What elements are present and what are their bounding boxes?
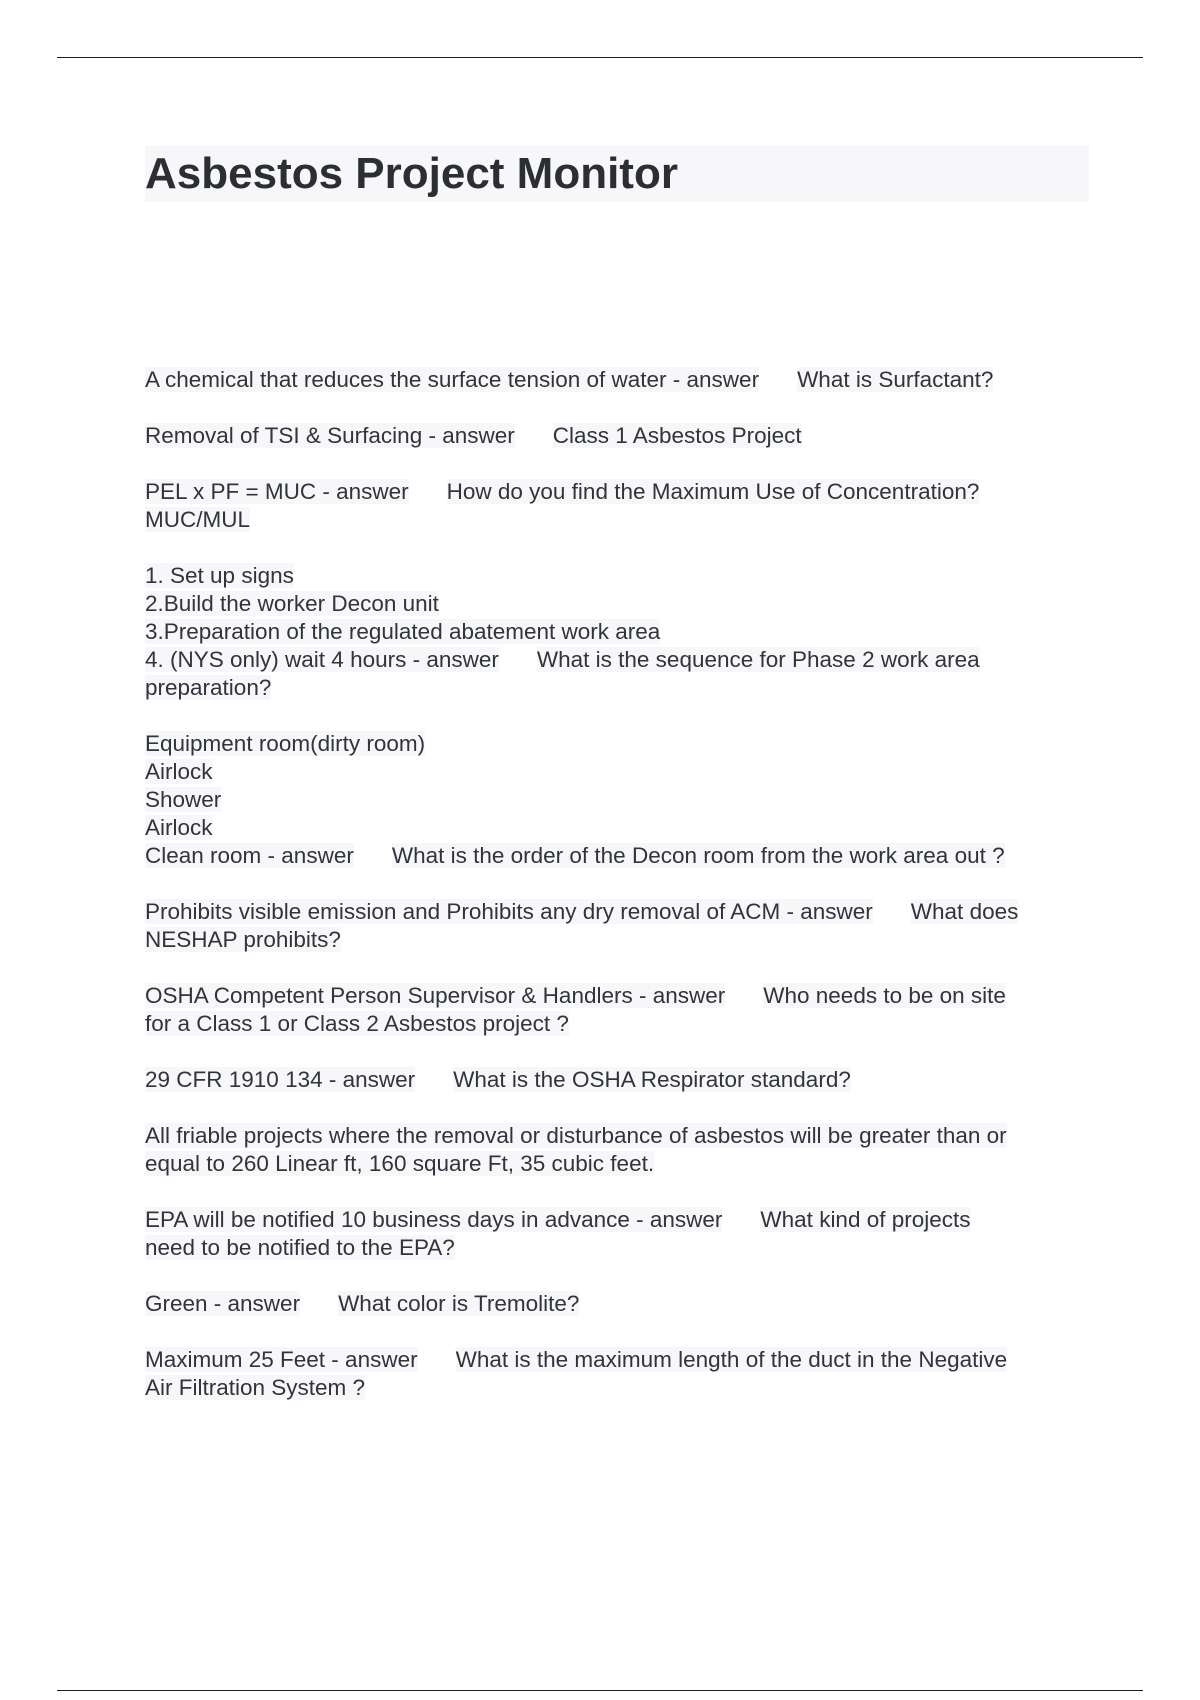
top-divider [57, 57, 1143, 58]
answer-text: Prohibits visible emission and Prohibits any dry removal of ACM - answer [145, 899, 873, 924]
question-text: What kind of projects [760, 1207, 971, 1232]
flashcard-list [145, 366, 1090, 1430]
flashcard-line [145, 422, 1090, 450]
flashcard-line [145, 842, 1090, 870]
flashcard-line [145, 814, 1090, 842]
question-text: How do you find the Maximum Use of Concentration? [446, 479, 980, 504]
answer-text: Equipment room(dirty room) [145, 731, 426, 756]
answer-text: 29 CFR 1910 134 - answer [145, 1067, 416, 1092]
flashcard-line [145, 590, 1090, 618]
flashcard-item [145, 366, 1090, 394]
answer-text: Air Filtration System ? [145, 1375, 366, 1400]
flashcard-line [145, 1290, 1090, 1318]
flashcard-line [145, 618, 1090, 646]
flashcard-line [145, 1234, 1090, 1262]
answer-text: OSHA Competent Person Supervisor & Handlers - answer [145, 983, 726, 1008]
answer-text: equal to 260 Linear ft, 160 square Ft, 35 cubic feet. [145, 1151, 655, 1176]
flashcard-line [145, 646, 1090, 674]
flashcard-line [145, 1150, 1090, 1178]
answer-text: EPA will be notified 10 business days in advance - answer [145, 1207, 723, 1232]
flashcard-line [145, 1206, 1090, 1234]
flashcard-item [145, 898, 1090, 954]
flashcard-item [145, 1206, 1090, 1262]
answer-text: Maximum 25 Feet - answer [145, 1347, 418, 1372]
question-text: Class 1 Asbestos Project [552, 423, 802, 448]
answer-text: 4. (NYS only) wait 4 hours - answer [145, 647, 499, 672]
flashcard-line [145, 786, 1090, 814]
flashcard-line [145, 674, 1090, 702]
flashcard-item [145, 730, 1090, 870]
flashcard-line [145, 478, 1090, 506]
question-text: What does [910, 899, 1019, 924]
question-text: Who needs to be on site [763, 983, 1006, 1008]
page-title: Asbestos Project Monitor [145, 149, 678, 198]
flashcard-item [145, 1122, 1090, 1178]
answer-text: preparation? [145, 675, 272, 700]
flashcard-item [145, 422, 1090, 450]
flashcard-line [145, 1346, 1090, 1374]
answer-text: 2.Build the worker Decon unit [145, 591, 439, 616]
flashcard-line [145, 562, 1090, 590]
flashcard-item [145, 478, 1090, 534]
answer-text: for a Class 1 or Class 2 Asbestos project ? [145, 1011, 569, 1036]
question-text: What is the maximum length of the duct in the Negative [455, 1347, 1008, 1372]
question-text: What is Surfactant? [797, 367, 994, 392]
flashcard-line [145, 898, 1090, 926]
flashcard-line [145, 1122, 1090, 1150]
answer-text: All friable projects where the removal or disturbance of asbestos will be greater than or [145, 1123, 1007, 1148]
flashcard-item [145, 1346, 1090, 1402]
flashcard-line [145, 366, 1090, 394]
flashcard-item [145, 1290, 1090, 1318]
bottom-divider [57, 1690, 1143, 1691]
answer-text: MUC/MUL [145, 507, 250, 532]
flashcard-item [145, 562, 1090, 702]
question-text: What is the OSHA Respirator standard? [453, 1067, 851, 1092]
answer-text: Airlock [145, 815, 213, 840]
question-text: What is the order of the Decon room from the work area out ? [391, 843, 1005, 868]
answer-text: Green - answer [145, 1291, 301, 1316]
answer-text: PEL x PF = MUC - answer [145, 479, 409, 504]
answer-text: Shower [145, 787, 222, 812]
answer-text: Clean room - answer [145, 843, 354, 868]
answer-text: Airlock [145, 759, 213, 784]
flashcard-line [145, 758, 1090, 786]
title-block [145, 146, 1089, 202]
flashcard-item [145, 982, 1090, 1038]
question-text: What is the sequence for Phase 2 work area [536, 647, 980, 672]
answer-text: NESHAP prohibits? [145, 927, 341, 952]
flashcard-line [145, 1374, 1090, 1402]
flashcard-line [145, 730, 1090, 758]
answer-text: 3.Preparation of the regulated abatement work area [145, 619, 661, 644]
question-text: What color is Tremolite? [338, 1291, 580, 1316]
flashcard-line [145, 982, 1090, 1010]
flashcard-line [145, 926, 1090, 954]
flashcard-line [145, 1066, 1090, 1094]
flashcard-line [145, 1010, 1090, 1038]
answer-text: A chemical that reduces the surface tension of water - answer [145, 367, 760, 392]
flashcard-item [145, 1066, 1090, 1094]
answer-text: 1. Set up signs [145, 563, 294, 588]
answer-text: need to be notified to the EPA? [145, 1235, 455, 1260]
flashcard-line [145, 506, 1090, 534]
answer-text: Removal of TSI & Surfacing - answer [145, 423, 515, 448]
